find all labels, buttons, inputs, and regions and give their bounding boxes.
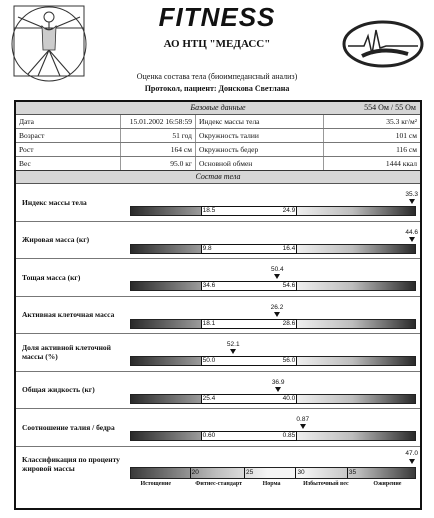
value-marker	[230, 349, 236, 354]
value-label: 52.1	[226, 341, 240, 348]
range-low-label: 18.5	[202, 207, 216, 214]
value-marker	[274, 274, 280, 279]
cell-value: 116 см	[324, 143, 421, 157]
range-high-label: 16.4	[282, 244, 296, 252]
composition-header	[16, 171, 420, 184]
cell-label: Дата	[16, 115, 121, 129]
value-marker	[409, 237, 415, 242]
category-label: Избыточный вес	[303, 480, 349, 487]
row-label: Классификация по проценту жировой массы	[22, 454, 120, 473]
cell-label: Возраст	[16, 129, 121, 143]
value-label: 44.6	[405, 228, 419, 236]
category-labels	[130, 481, 416, 490]
range-high-label: 0.85	[282, 432, 296, 439]
range-low-label: 50.0	[202, 357, 216, 364]
table-row	[16, 129, 420, 143]
range-low-label: 18.1	[202, 319, 216, 327]
category-label: Истощение	[140, 480, 171, 487]
range-bar	[130, 206, 416, 216]
cell-value: 1444 ккал	[324, 157, 421, 171]
value-label: 0.87	[296, 416, 310, 423]
composition-row	[16, 259, 420, 297]
range-bar	[130, 281, 416, 291]
cell-label: Основной обмен	[196, 157, 324, 171]
range-low-label: 9.8	[202, 244, 212, 252]
value-marker	[275, 387, 281, 392]
range-bar	[130, 356, 416, 366]
table-row	[16, 115, 420, 129]
classification-bar	[130, 467, 416, 479]
value-marker	[409, 199, 415, 204]
composition-row	[16, 184, 420, 222]
range-low-label: 25.4	[202, 394, 216, 402]
range-bar	[130, 319, 416, 329]
value-marker	[409, 459, 415, 464]
basic-data-title: Базовые данные	[190, 103, 246, 112]
value-label: 36.9	[271, 378, 285, 386]
basic-data-table	[16, 115, 420, 171]
organization-name: АО НТЦ "МЕДАСС"	[163, 38, 271, 50]
value-marker	[274, 312, 280, 317]
protocol-line: Протокол, пациент: Донскова Светлана	[144, 84, 290, 93]
cell-label: Окружность талии	[196, 129, 324, 143]
value-label: 35.3	[405, 191, 419, 198]
row-label: Индекс массы тела	[22, 197, 87, 207]
category-label: Фитнес-стандарт	[195, 480, 243, 487]
brand-title: FITNESS	[158, 2, 276, 32]
value-label: 26.2	[270, 303, 284, 311]
cell-value: 164 см	[121, 143, 196, 157]
row-label: Доля активной клеточной массы (%)	[22, 343, 111, 362]
cell-label: Индекс массы тела	[196, 115, 324, 129]
cell-value: 95.0 кг	[121, 157, 196, 171]
scale-tick-label: 20	[191, 468, 199, 476]
category-label: Норма	[262, 480, 281, 487]
table-row	[16, 157, 420, 171]
basic-data-header	[16, 102, 420, 115]
composition-row	[16, 222, 420, 260]
composition-row	[16, 334, 420, 372]
cell-label: Рост	[16, 143, 121, 157]
range-high-label: 56.0	[282, 357, 296, 364]
scale-tick-label: 35	[348, 468, 357, 476]
category-label: Ожирение	[373, 480, 402, 487]
row-label: Общая жидкость (кг)	[22, 385, 95, 395]
impedance-value: 554 Ом / 55 Ом	[364, 103, 416, 112]
range-bar	[130, 394, 416, 404]
range-high-label: 28.6	[282, 319, 296, 327]
composition-rows	[16, 184, 420, 491]
value-label: 47.0	[405, 449, 419, 457]
cell-value: 35.3 кг/м²	[324, 115, 421, 129]
range-high-label: 54.6	[282, 282, 296, 289]
classification-row	[16, 447, 420, 491]
value-marker	[300, 424, 306, 429]
scale-tick-label: 25	[245, 468, 254, 476]
composition-row	[16, 409, 420, 447]
report-subtitle: Оценка состава тела (биоимпедансный анализ)	[136, 72, 298, 81]
range-bar	[130, 244, 416, 254]
composition-title: Состав тела	[195, 172, 241, 181]
range-low-label: 34.6	[202, 282, 216, 289]
row-label: Активная клеточная масса	[22, 310, 115, 320]
cell-label: Окружность бедер	[196, 143, 324, 157]
range-high-label: 40.0	[282, 394, 296, 402]
table-row	[16, 143, 420, 157]
cell-value: 101 см	[324, 129, 421, 143]
cell-label: Вес	[16, 157, 121, 171]
row-label: Соотношение талия / бедра	[22, 422, 115, 432]
cell-value: 51 год	[121, 129, 196, 143]
report-frame	[14, 100, 422, 510]
scale-tick-label: 30	[297, 468, 305, 476]
row-label: Жировая масса (кг)	[22, 235, 90, 245]
range-high-label: 24.9	[282, 207, 296, 214]
range-bar	[130, 431, 416, 441]
composition-row	[16, 297, 420, 335]
range-low-label: 0.60	[202, 432, 216, 439]
cell-value: 15.01.2002 16:58:59	[121, 115, 196, 129]
value-label: 50.4	[270, 266, 284, 273]
row-label: Тощая масса (кг)	[22, 272, 81, 282]
composition-row	[16, 372, 420, 410]
